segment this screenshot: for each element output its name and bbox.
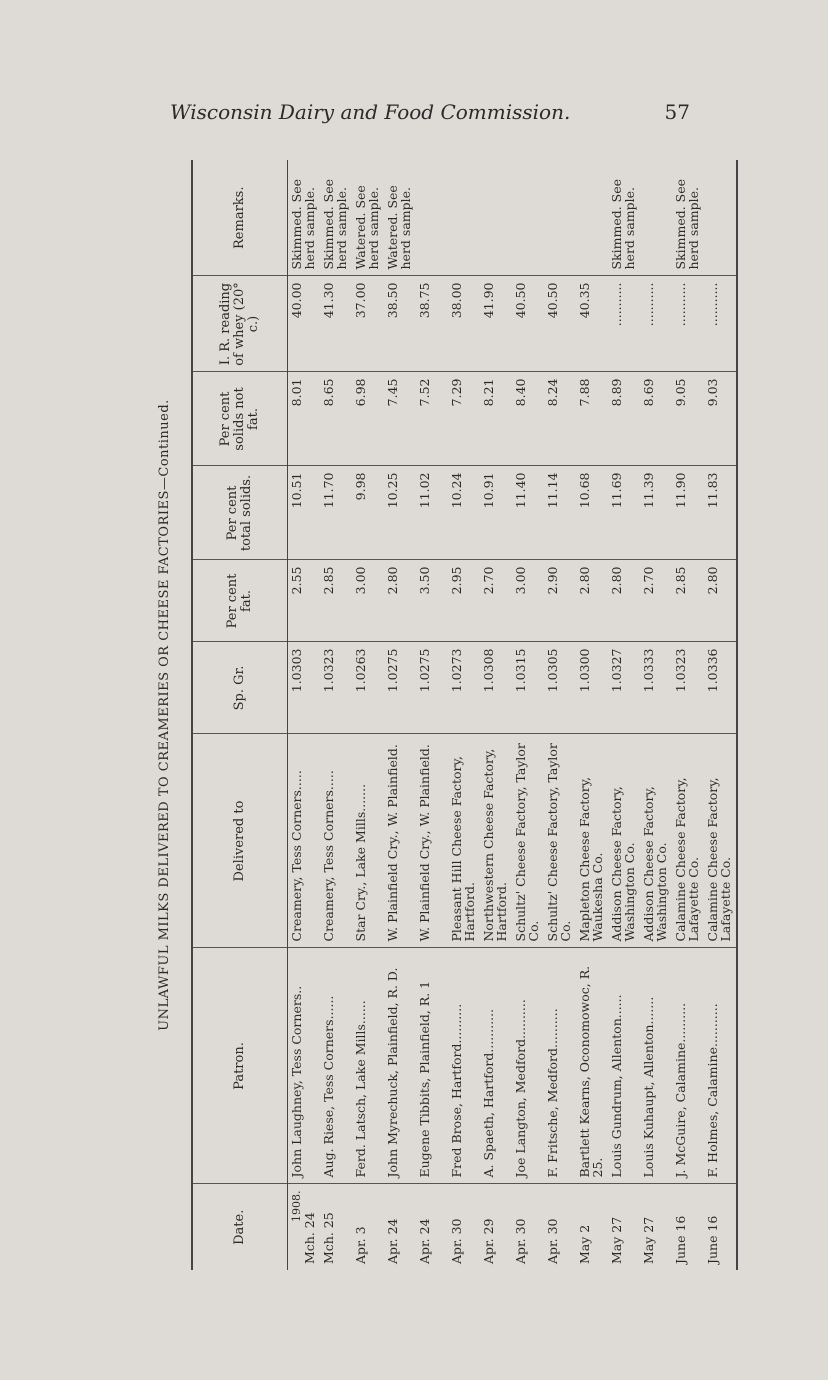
cell-date-text: May 27 [641, 1216, 656, 1264]
cell-remarks: Skimmed. See herd sample. [288, 160, 321, 276]
cell-total-solids: 11.70 [320, 466, 352, 560]
cell-fat: 2.85 [320, 560, 352, 642]
cell-sp-gr: 1.0263 [352, 642, 384, 734]
cell-patron: John Myrechuck, Plainfield, R. D. [384, 948, 416, 1184]
table-row [320, 160, 352, 1270]
cell-date [320, 1184, 352, 1270]
milk-samples-table [191, 160, 738, 1270]
cell-patron: Aug. Riese, Tess Corners...... [320, 948, 352, 1184]
cell-remarks: Skimmed. See herd sample. [608, 160, 640, 276]
cell-total-solids: 11.39 [640, 466, 672, 560]
cell-date [288, 1184, 321, 1270]
cell-ir-reading: ........... [704, 276, 737, 372]
cell-ir-reading: 37.00 [352, 276, 384, 372]
cell-remarks [416, 160, 448, 276]
cell-date [672, 1184, 704, 1270]
cell-remarks [576, 160, 608, 276]
cell-date-text: Apr. 29 [481, 1218, 496, 1264]
cell-fat: 2.80 [608, 560, 640, 642]
table-row [288, 160, 321, 1270]
cell-ir-reading: 38.00 [448, 276, 480, 372]
table-row [672, 160, 704, 1270]
cell-date-text: June 16 [705, 1215, 720, 1264]
cell-date-text: Apr. 3 [353, 1226, 368, 1264]
table-row [480, 160, 512, 1270]
cell-fat: 2.85 [672, 560, 704, 642]
cell-sp-gr: 1.0315 [512, 642, 544, 734]
cell-date-text: Apr. 24 [417, 1218, 432, 1264]
cell-delivered-to: Calamine Cheese Factory, Lafayette Co. [704, 734, 737, 948]
cell-ir-reading: 40.50 [512, 276, 544, 372]
cell-sp-gr: 1.0308 [480, 642, 512, 734]
cell-patron: F. Holmes, Calamine........... [704, 948, 737, 1184]
cell-date-text: June 16 [673, 1215, 688, 1264]
column-header-remarks: Remarks. [192, 160, 288, 276]
cell-patron: J. McGuire, Calamine.......... [672, 948, 704, 1184]
cell-remarks [704, 160, 737, 276]
cell-remarks [480, 160, 512, 276]
cell-solids-not-fat: 8.21 [480, 372, 512, 466]
cell-date-text: Apr. 30 [449, 1218, 464, 1264]
cell-date-text: May 27 [609, 1216, 624, 1264]
cell-sp-gr: 1.0273 [448, 642, 480, 734]
cell-total-solids: 9.98 [352, 466, 384, 560]
cell-date [384, 1184, 416, 1270]
cell-patron: Joe Langton, Medford.......... [512, 948, 544, 1184]
cell-patron: Louis Gundrum, Allenton...... [608, 948, 640, 1184]
table-row [576, 160, 608, 1270]
cell-remarks: Watered. See herd sample. [352, 160, 384, 276]
cell-fat: 2.70 [640, 560, 672, 642]
cell-sp-gr: 1.0323 [672, 642, 704, 734]
table-header-row [192, 160, 288, 1270]
cell-total-solids: 10.68 [576, 466, 608, 560]
cell-patron: John Laughney, Tess Corners.. [288, 948, 321, 1184]
cell-solids-not-fat: 8.40 [512, 372, 544, 466]
cell-sp-gr: 1.0305 [544, 642, 576, 734]
cell-fat: 2.70 [480, 560, 512, 642]
cell-sp-gr: 1.0333 [640, 642, 672, 734]
table-row [384, 160, 416, 1270]
table-row [416, 160, 448, 1270]
cell-delivered-to: Calamine Cheese Factory, Lafayette Co. [672, 734, 704, 948]
cell-solids-not-fat: 7.88 [576, 372, 608, 466]
cell-total-solids: 11.02 [416, 466, 448, 560]
column-header-fat: Per cent fat. [192, 560, 288, 642]
cell-patron: A. Spaeth, Hartford........... [480, 948, 512, 1184]
cell-delivered-to: Pleasant Hill Cheese Factory, Hartford. [448, 734, 480, 948]
cell-date [416, 1184, 448, 1270]
cell-remarks: Skimmed. See herd sample. [672, 160, 704, 276]
cell-sp-gr: 1.0336 [704, 642, 737, 734]
cell-patron: Louis Kuhaupt, Allenton....... [640, 948, 672, 1184]
cell-remarks: Watered. See herd sample. [384, 160, 416, 276]
table-title: UNLAWFUL MILKS DELIVERED TO CREAMERIES OR CHEESE FACTORIES—Continued. [157, 399, 172, 1031]
cell-remarks [640, 160, 672, 276]
cell-fat: 3.00 [352, 560, 384, 642]
cell-sp-gr: 1.0303 [288, 642, 321, 734]
cell-date [608, 1184, 640, 1270]
column-header-date: Date. [192, 1184, 288, 1270]
cell-fat: 2.80 [576, 560, 608, 642]
page-number: 57 [664, 100, 690, 124]
cell-fat: 2.80 [704, 560, 737, 642]
cell-date [704, 1184, 737, 1270]
cell-delivered-to: Creamery, Tess Corners..... [320, 734, 352, 948]
cell-solids-not-fat: 9.05 [672, 372, 704, 466]
cell-delivered-to: W. Plainfield Cry., W. Plainfield. [416, 734, 448, 948]
cell-solids-not-fat: 7.45 [384, 372, 416, 466]
cell-date [480, 1184, 512, 1270]
table-frame [145, 150, 733, 1280]
cell-ir-reading: ........... [672, 276, 704, 372]
cell-delivered-to: Addison Cheese Factory, Washington Co. [608, 734, 640, 948]
cell-fat: 2.55 [288, 560, 321, 642]
cell-total-solids: 10.91 [480, 466, 512, 560]
cell-date-text: Mch. 25 [321, 1212, 336, 1264]
cell-remarks [512, 160, 544, 276]
cell-fat: 2.90 [544, 560, 576, 642]
cell-total-solids: 11.40 [512, 466, 544, 560]
cell-sp-gr: 1.0327 [608, 642, 640, 734]
cell-ir-reading: 38.75 [416, 276, 448, 372]
cell-remarks [448, 160, 480, 276]
column-header-delivered-to: Delivered to [192, 734, 288, 948]
column-header-ir-reading: I. R. reading of whey (20° c.) [192, 276, 288, 372]
cell-date-text: Mch. 24 [302, 1212, 317, 1264]
cell-delivered-to: W. Plainfield Cry., W. Plainfield. [384, 734, 416, 948]
cell-solids-not-fat: 8.01 [288, 372, 321, 466]
cell-ir-reading: 38.50 [384, 276, 416, 372]
cell-patron: F. Fritsche, Medford.......... [544, 948, 576, 1184]
cell-sp-gr: 1.0300 [576, 642, 608, 734]
cell-date [512, 1184, 544, 1270]
cell-date-text: May 2 [577, 1224, 592, 1264]
page-title: Wisconsin Dairy and Food Commission. [170, 100, 571, 124]
cell-delivered-to: Schultz' Cheese Factory, Taylor Co. [512, 734, 544, 948]
rotated-table-area [145, 150, 733, 1280]
cell-date-text: Apr. 24 [385, 1218, 400, 1264]
cell-solids-not-fat: 6.98 [352, 372, 384, 466]
cell-total-solids: 10.25 [384, 466, 416, 560]
cell-ir-reading: ........... [640, 276, 672, 372]
table-body [288, 160, 738, 1270]
cell-patron: Bartlett Kearns, Oconomowoc, R. 25. [576, 948, 608, 1184]
cell-patron: Ferd. Latsch, Lake Mills...... [352, 948, 384, 1184]
cell-sp-gr: 1.0275 [384, 642, 416, 734]
table-row [640, 160, 672, 1270]
table-row [544, 160, 576, 1270]
table-row [512, 160, 544, 1270]
cell-date [640, 1184, 672, 1270]
cell-date [576, 1184, 608, 1270]
cell-ir-reading: 41.30 [320, 276, 352, 372]
table-row [352, 160, 384, 1270]
cell-ir-reading: 41.90 [480, 276, 512, 372]
cell-remarks: Skimmed. See herd sample. [320, 160, 352, 276]
cell-fat: 2.80 [384, 560, 416, 642]
table-row [608, 160, 640, 1270]
cell-total-solids: 11.90 [672, 466, 704, 560]
cell-date-text: Apr. 30 [513, 1218, 528, 1264]
cell-total-solids: 11.83 [704, 466, 737, 560]
column-header-solids-not-fat: Per cent solids not fat. [192, 372, 288, 466]
cell-delivered-to: Mapleton Cheese Factory, Waukesha Co. [576, 734, 608, 948]
cell-patron: Eugene Tibbits, Plainfield, R. 1 [416, 948, 448, 1184]
cell-solids-not-fat: 8.24 [544, 372, 576, 466]
cell-remarks [544, 160, 576, 276]
cell-date [544, 1184, 576, 1270]
cell-solids-not-fat: 8.89 [608, 372, 640, 466]
cell-ir-reading: 40.50 [544, 276, 576, 372]
cell-ir-reading: ........... [608, 276, 640, 372]
cell-delivered-to: Schultz' Cheese Factory, Taylor Co. [544, 734, 576, 948]
table-row [704, 160, 737, 1270]
cell-total-solids: 11.14 [544, 466, 576, 560]
cell-delivered-to: Addison Cheese Factory, Washington Co. [640, 734, 672, 948]
cell-solids-not-fat: 8.65 [320, 372, 352, 466]
cell-delivered-to: Star Cry., Lake Mills....... [352, 734, 384, 948]
cell-total-solids: 10.24 [448, 466, 480, 560]
column-header-patron: Patron. [192, 948, 288, 1184]
cell-solids-not-fat: 7.29 [448, 372, 480, 466]
cell-fat: 2.95 [448, 560, 480, 642]
cell-solids-not-fat: 8.69 [640, 372, 672, 466]
column-header-total-solids: Per cent total solids. [192, 466, 288, 560]
cell-date [352, 1184, 384, 1270]
cell-ir-reading: 40.00 [288, 276, 321, 372]
cell-sp-gr: 1.0323 [320, 642, 352, 734]
cell-delivered-to: Creamery, Tess Corners..... [288, 734, 321, 948]
cell-date-text: Apr. 30 [545, 1218, 560, 1264]
cell-date [448, 1184, 480, 1270]
cell-year: 1908. [290, 1190, 303, 1222]
column-header-sp-gr: Sp. Gr. [192, 642, 288, 734]
cell-total-solids: 10.51 [288, 466, 321, 560]
cell-solids-not-fat: 7.52 [416, 372, 448, 466]
cell-ir-reading: 40.35 [576, 276, 608, 372]
table-row [448, 160, 480, 1270]
cell-sp-gr: 1.0275 [416, 642, 448, 734]
cell-solids-not-fat: 9.03 [704, 372, 737, 466]
cell-patron: Fred Brose, Hartford.......... [448, 948, 480, 1184]
cell-fat: 3.50 [416, 560, 448, 642]
cell-delivered-to: Northwestern Cheese Factory, Hartford. [480, 734, 512, 948]
cell-total-solids: 11.69 [608, 466, 640, 560]
cell-fat: 3.00 [512, 560, 544, 642]
